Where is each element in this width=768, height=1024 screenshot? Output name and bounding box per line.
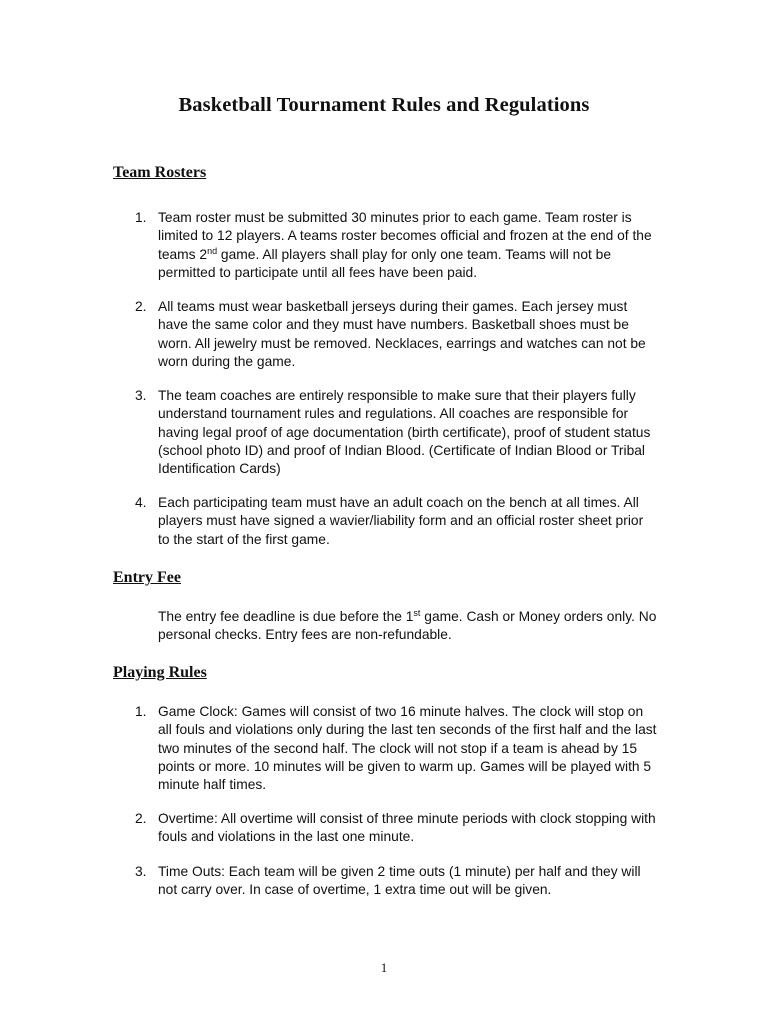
list-item-text-part: Team roster must be submitted 30 minutes prior to each game. Team roster is limited to 12 players. A teams roster becomes official and frozen at the end of the teams 2 [158, 210, 652, 262]
entry-fee-text-part: The entry fee deadline is due before the 1 [158, 609, 414, 624]
list-item-number: 3. [135, 864, 147, 879]
list-item-text: The team coaches are entirely responsible to make sure that their players fully understand tournament rules and regulations. All coaches are responsible for having legal proof of age documentation (birth certificate), proof of student status (school photo ID) and proof of Indian Blood. (Certificate of Indian Blood or Tribal Identification Cards) [158, 388, 651, 477]
list-item-number: 1. [135, 704, 147, 719]
page-number: 1 [380, 960, 388, 975]
page-title: Basketball Tournament Rules and Regulations [178, 94, 590, 116]
entry-fee-text-part: game. Cash or Money orders only. No personal checks. Entry fees are non-refundable. [158, 609, 657, 643]
list-item [113, 494, 658, 548]
list-item [113, 298, 658, 370]
list-item-text-part: game. All players shall play for only one team. Teams will not be permitted to participate until all fees have been paid. [158, 246, 612, 280]
list-item [113, 387, 658, 477]
list-item-number: 4. [135, 495, 147, 510]
list-item [113, 209, 658, 281]
list-item [113, 863, 658, 899]
list-item-text: Overtime: All overtime will consist of three minute periods with clock stopping with fouls and violations in the last one minute. [158, 811, 656, 845]
list-item-number: 2. [135, 811, 147, 826]
ordinal-suffix: nd [207, 245, 218, 256]
list-item-text [158, 210, 652, 280]
team-rosters-list [113, 209, 658, 548]
list-item-number: 2. [135, 299, 147, 314]
playing-rules-list [113, 703, 658, 899]
list-item-number: 1. [135, 210, 147, 225]
list-item-text: Game Clock: Games will consist of two 16 minute halves. The clock will stop on all fouls and violations only during the last ten seconds of the first half and the last two minutes of the second half. The clock will not stop if a team is ahead by 15 points or more. 10 minutes will be given to warm up. Games will be played with 5 minute half times. [158, 704, 657, 793]
list-item-number: 3. [135, 388, 147, 403]
section-heading-team-rosters: Team Rosters [113, 164, 207, 181]
entry-fee-text [158, 608, 658, 645]
section-heading-entry-fee: Entry Fee [113, 569, 181, 586]
list-item [113, 810, 658, 846]
list-item-text: All teams must wear basketball jerseys during their games. Each jersey must have the same color and they must have numbers. Basketball shoes must be worn. All jewelry must be removed. Necklaces, earrings and watches can not be worn during the game. [158, 299, 646, 369]
list-item-text: Time Outs: Each team will be given 2 time outs (1 minute) per half and they will not carry over. In case of overtime, 1 extra time out will be given. [158, 864, 641, 898]
list-item [113, 703, 658, 793]
section-heading-playing-rules: Playing Rules [113, 664, 207, 681]
ordinal-suffix: st [413, 608, 421, 618]
list-item-text: Each participating team must have an adult coach on the bench at all times. All players must have signed a wavier/liability form and an official roster sheet prior to the start of the first game. [158, 495, 644, 547]
